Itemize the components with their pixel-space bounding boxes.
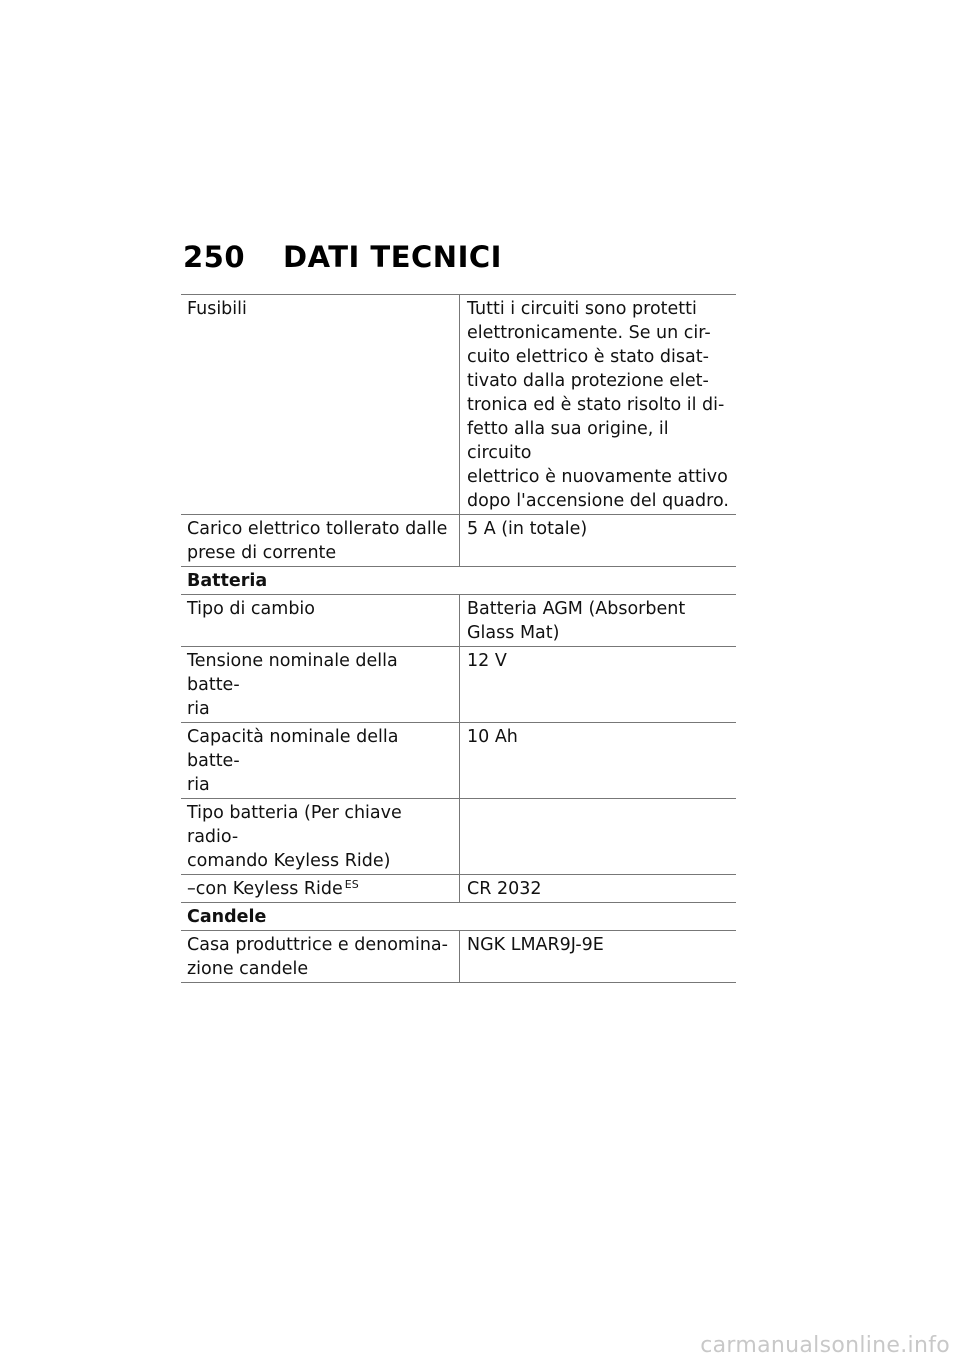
row-label: Carico elettrico tollerato dalle prese di corrente bbox=[181, 515, 460, 567]
row-value: Batteria AGM (Absorbent Glass Mat) bbox=[460, 595, 737, 647]
row-value: Tutti i circuiti sono protetti elettronicamente. Se un cir- cuito elettrico è stato disat- tivato dalla protezione elet- tronica ed è stato risolto il di- fetto alla sua origine, il circuito elettrico è nuovamente attivo dopo l'accensione del quadro. bbox=[460, 295, 737, 515]
table-row bbox=[181, 723, 736, 799]
page-number: 250 bbox=[183, 240, 246, 274]
label-superscript: ES bbox=[344, 878, 359, 891]
row-value: 12 V bbox=[460, 647, 737, 723]
table-row bbox=[181, 875, 736, 903]
row-label: –con Keyless Ride bbox=[187, 879, 343, 899]
section-heading-candele: Candele bbox=[181, 903, 736, 931]
row-value: 5 A (in totale) bbox=[460, 515, 737, 567]
row-label: Tipo batteria (Per chiave radio- comando Keyless Ride) bbox=[181, 799, 460, 875]
table-row bbox=[181, 295, 736, 515]
row-value: CR 2032 bbox=[460, 875, 737, 903]
section-row bbox=[181, 903, 736, 931]
row-label: Casa produttrice e denomina- zione candele bbox=[181, 931, 460, 983]
row-label: Capacità nominale della batte- ria bbox=[181, 723, 460, 799]
table-row bbox=[181, 799, 736, 875]
spec-table bbox=[181, 294, 736, 983]
row-label: Tipo di cambio bbox=[181, 595, 460, 647]
row-value bbox=[460, 799, 737, 875]
row-label-keyless bbox=[181, 875, 460, 903]
row-value: 10 Ah bbox=[460, 723, 737, 799]
table-row bbox=[181, 595, 736, 647]
table-row bbox=[181, 515, 736, 567]
table-row bbox=[181, 647, 736, 723]
section-row bbox=[181, 567, 736, 595]
row-value: NGK LMAR9J-9E bbox=[460, 931, 737, 983]
table-row bbox=[181, 931, 736, 983]
row-label: Tensione nominale della batte- ria bbox=[181, 647, 460, 723]
watermark: carmanualsonline.info bbox=[700, 1333, 950, 1358]
page-title: DATI TECNICI bbox=[283, 240, 502, 274]
section-heading-batteria: Batteria bbox=[181, 567, 736, 595]
row-label: Fusibili bbox=[181, 295, 460, 515]
